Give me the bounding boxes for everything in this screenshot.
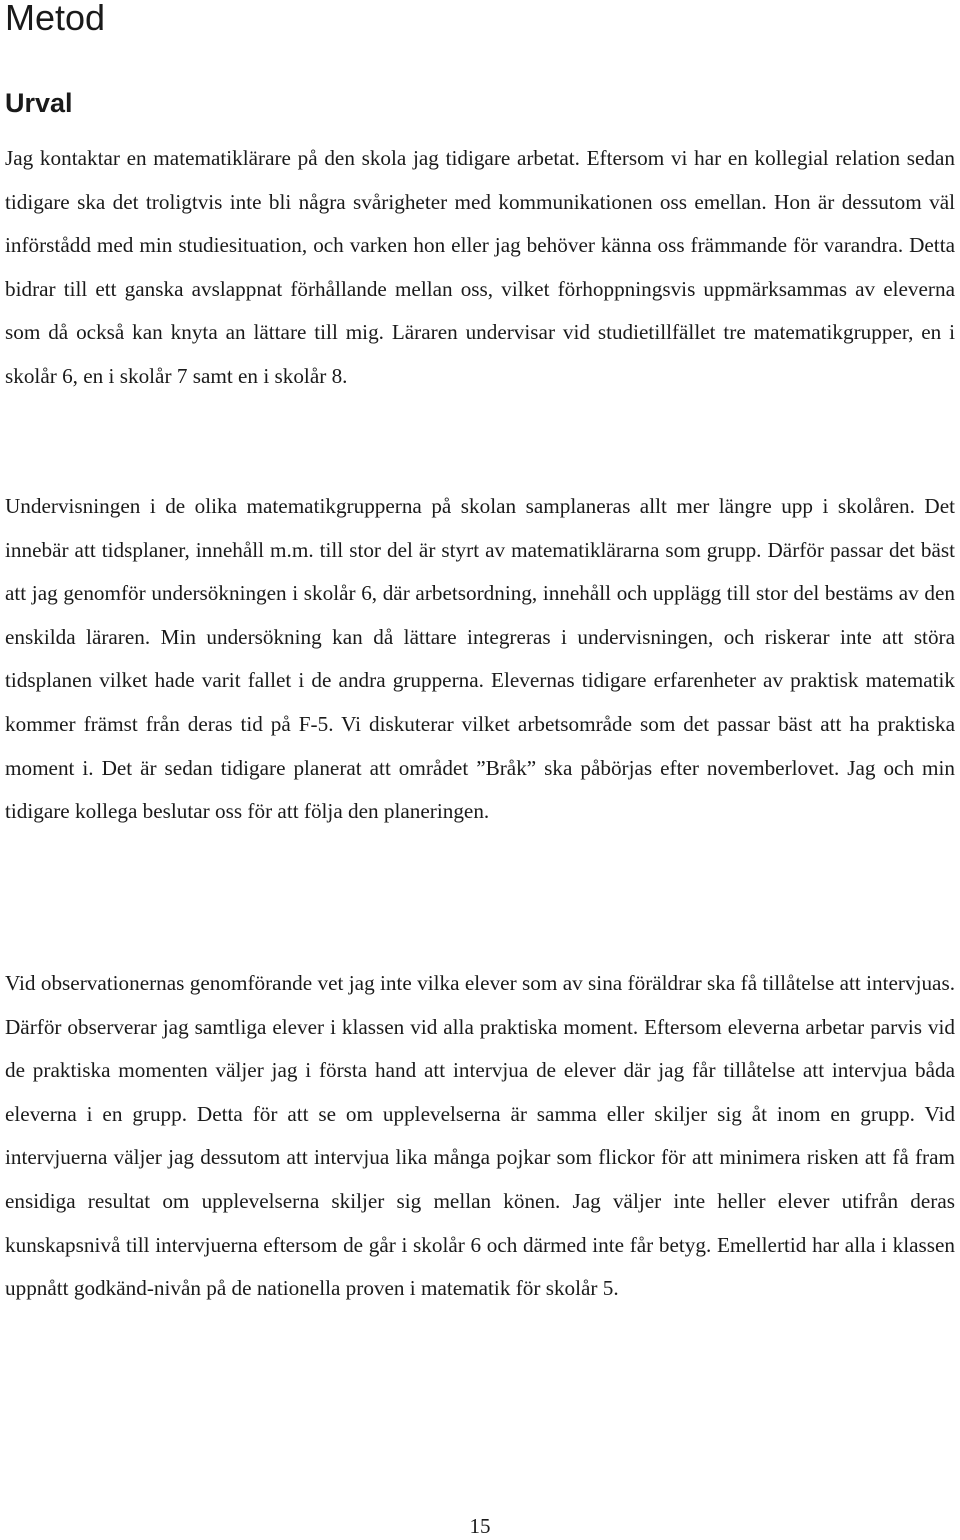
page-number: 15 (469, 1514, 491, 1538)
paragraph-3: Vid observationernas genomförande vet jag inte vilka elever som av sina föräldrar ska få tillåtelse att intervjuas. Därför observerar jag samtliga elever i klassen vid alla praktiska moment. Eftersom eleverna arbetar parvis vid de praktiska momenten väljer jag i första hand att intervjua de elever där jag får tillåtelse att intervjua båda eleverna i en grupp. Detta för att se om upplevelserna är samma eller skiljer sig åt inom en grupp. Vid intervjuerna väljer jag dessutom att intervjua lika många pojkar som flickor för att minimera risken att få fram ensidiga resultat om upplevelserna skiljer sig mellan könen. Jag väljer inte heller elever utifrån deras kunskapsnivå till intervjuerna eftersom de går i skolår 6 och därmed inte får betyg. Emellertid har alla i klassen uppnått godkänd-nivån på de nationella proven i matematik för skolår 5. (5, 971, 955, 1301)
section-heading: Urval (5, 88, 73, 118)
paragraph-2: Undervisningen i de olika matematikgrupperna på skolan samplaneras allt mer längre upp i skolåren. Det innebär att tidsplaner, innehåll m.m. till stor del är styrt av matematiklärarna som grupp. Därför passar det bäst att jag genomför undersökningen i skolår 6, där arbetsordning, innehåll och upplägg till stor del bestäms av den enskilda läraren. Min undersökning kan då lättare integreras i undervisningen, och riskerar inte att störa tidsplanen vilket hade varit fallet i de andra grupperna. Elevernas tidigare erfarenheter av praktisk matematik kommer främst från deras tid på F-5. Vi diskuterar vilket arbetsområde som det passar bäst att ha praktiska moment i. Det är sedan tidigare planerat att området ”Bråk” ska påbörjas efter novemberlovet. Jag och min tidigare kollega beslutar oss för att följa den planeringen. (5, 494, 955, 824)
chapter-title: Metod (5, 0, 106, 38)
paragraph-1: Jag kontaktar en matematiklärare på den skola jag tidigare arbetat. Eftersom vi har en kollegial relation sedan tidigare ska det troligtvis inte bli några svårigheter med kommunikationen oss emellan. Hon är dessutom väl införstådd med min studiesituation, och varken hon eller jag behöver känna oss främmande för varandra. Detta bidrar till ett ganska avslappnat förhållande mellan oss, vilket förhoppningsvis uppmärksammas av eleverna som då också kan knyta an lättare till mig. Läraren undervisar vid studietillfället tre matematikgrupper, en i skolår 6, en i skolår 7 samt en i skolår 8. (5, 146, 955, 388)
